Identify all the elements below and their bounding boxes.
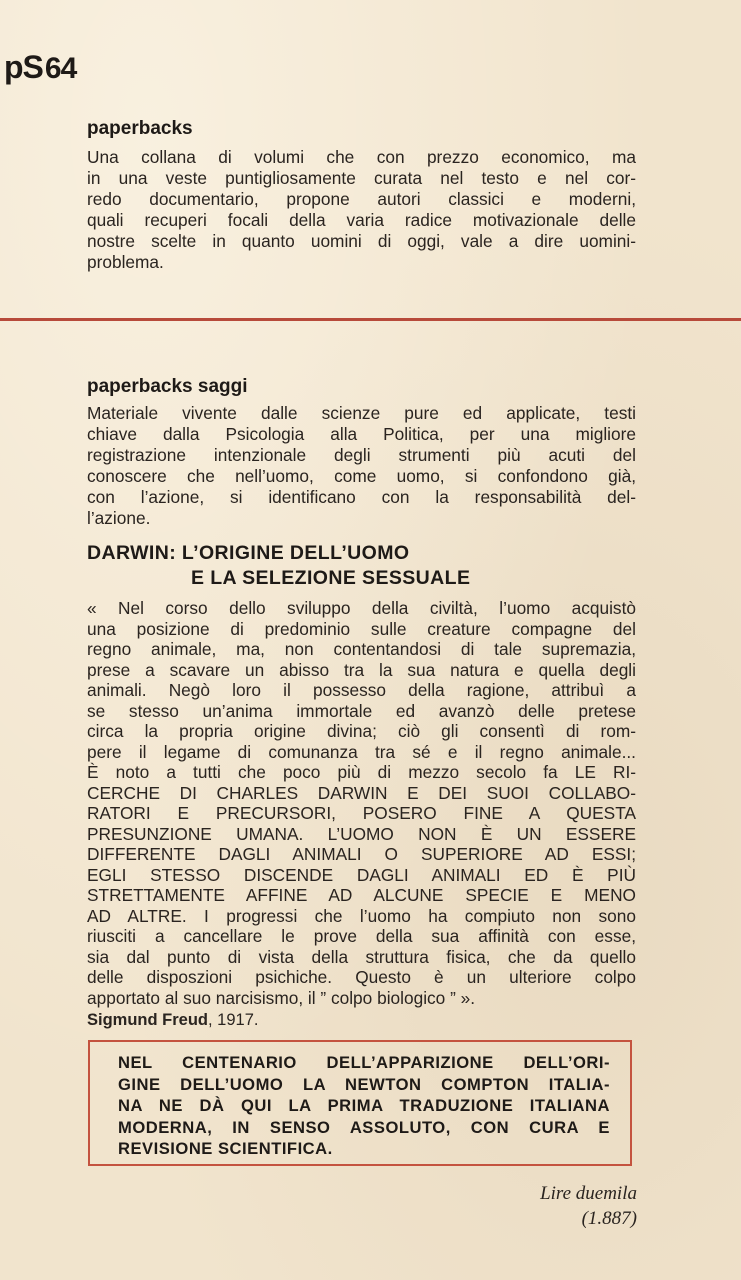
freud-quote xyxy=(87,598,636,1008)
book-title xyxy=(87,541,470,591)
series-label: pS xyxy=(4,49,43,85)
text-line: quali recuperi focali della varia radice motivazionale delle xyxy=(87,210,636,230)
quote-line: una posizione di predominio sulle creature compagne del xyxy=(87,618,636,639)
quote-line: sia dal punto di vista della struttura fisica, che da quello xyxy=(87,946,636,967)
text-line: nostre scelte in quanto uomini di oggi, vale a dire uomini- xyxy=(87,231,636,251)
quote-line: prese a scavare un abisso tra la sua natura e quella degli xyxy=(87,659,636,680)
saggi-description xyxy=(87,403,636,529)
quote-line: apportato al suo narcisismo, il ” colpo biologico ” ». xyxy=(87,987,476,1008)
quote-line: DIFFERENTE DAGLI ANIMALI O SUPERIORE AD ESSI; xyxy=(87,844,636,864)
notice-line: NA NE DÀ QUI LA PRIMA TRADUZIONE ITALIANA xyxy=(118,1096,610,1115)
edition-notice xyxy=(118,1052,610,1160)
price-text: Lire duemila xyxy=(540,1183,637,1204)
quote-line: riusciti a cancellare le prove della sua affinità con esse, xyxy=(87,926,636,946)
text-line: conoscere che nell’uomo, come uomo, si confondono già, xyxy=(87,466,636,486)
saggi-title: paperbacks saggi xyxy=(87,376,248,397)
quote-year: , 1917. xyxy=(208,1011,259,1029)
quote-line: STRETTAMENTE AFFINE AD ALCUNE SPECIE E MENO xyxy=(87,885,636,905)
text-line: l’azione. xyxy=(87,508,151,528)
quote-line: se stesso un’anima immortale ed avanzò delle pretese xyxy=(87,700,636,721)
paperbacks-description xyxy=(87,147,636,273)
quote-attribution xyxy=(87,1011,258,1030)
series-number: 64 xyxy=(44,52,77,85)
series-mark xyxy=(4,48,76,87)
quote-line: regno animale, ma, non contentandosi di tale supremazia, xyxy=(87,639,636,659)
quote-line: AD ALTRE. I progressi che l’uomo ha compiuto non sono xyxy=(87,905,636,926)
paperbacks-title: paperbacks xyxy=(87,118,193,139)
notice-line: GINE DELL’UOMO LA NEWTON COMPTON ITALIA- xyxy=(118,1074,610,1094)
notice-line: NEL CENTENARIO DELL’APPARIZIONE DELL’ORI- xyxy=(118,1053,610,1072)
book-title-line-2: E LA SELEZIONE SESSUALE xyxy=(191,567,471,589)
quote-line: delle disposzioni psichiche. Questo è un ulteriore colpo xyxy=(87,967,636,987)
text-line: problema. xyxy=(87,252,164,272)
red-divider xyxy=(0,318,741,321)
text-line: chiave dalla Psicologia alla Politica, per una migliore xyxy=(87,424,636,444)
quote-line: animali. Negò loro il possesso della ragione, attribuì a xyxy=(87,680,636,700)
price-number: (1.887) xyxy=(581,1208,637,1229)
quote-line: EGLI STESSO DISCENDE DAGLI ANIMALI ED È PIÙ xyxy=(87,864,636,885)
price xyxy=(540,1181,637,1231)
text-line: con l’azione, si identificano con la responsabilità del- xyxy=(87,487,636,507)
edition-notice-box xyxy=(88,1040,632,1166)
quote-line: pere il legame di comunanza tra sé e il regno animale... xyxy=(87,741,636,762)
notice-line: REVISIONE SCIENTIFICA. xyxy=(118,1139,333,1158)
text-line: Materiale vivente dalle scienze pure ed applicate, testi xyxy=(87,403,636,423)
text-line: Una collana di volumi che con prezzo economico, ma xyxy=(87,147,636,167)
quote-line: È noto a tutti che poco più di mezzo secolo fa LE RI- xyxy=(87,762,636,782)
quote-line: circa la propria origine divina; ciò gli consentì di rom- xyxy=(87,721,636,741)
quote-line: « Nel corso dello sviluppo della civiltà, l’uomo acquistò xyxy=(87,598,636,618)
text-line: registrazione intenzionale degli strumenti più acuti del xyxy=(87,445,636,465)
text-line: in una veste puntigliosamente curata nel testo e nel cor- xyxy=(87,168,636,188)
quote-line: CERCHE DI CHARLES DARWIN E DEI SUOI COLLABO- xyxy=(87,782,636,803)
text-line: redo documentario, propone autori classici e moderni, xyxy=(87,189,636,209)
book-title-line-1: DARWIN: L’ORIGINE DELL’UOMO xyxy=(87,542,410,564)
quote-author: Sigmund Freud xyxy=(87,1011,208,1029)
notice-line: MODERNA, IN SENSO ASSOLUTO, CON CURA E xyxy=(118,1117,610,1137)
quote-line: RATORI E PRECURSORI, POSERO FINE A QUESTA xyxy=(87,803,636,823)
quote-line: PRESUNZIONE UMANA. L’UOMO NON È UN ESSERE xyxy=(87,823,636,844)
